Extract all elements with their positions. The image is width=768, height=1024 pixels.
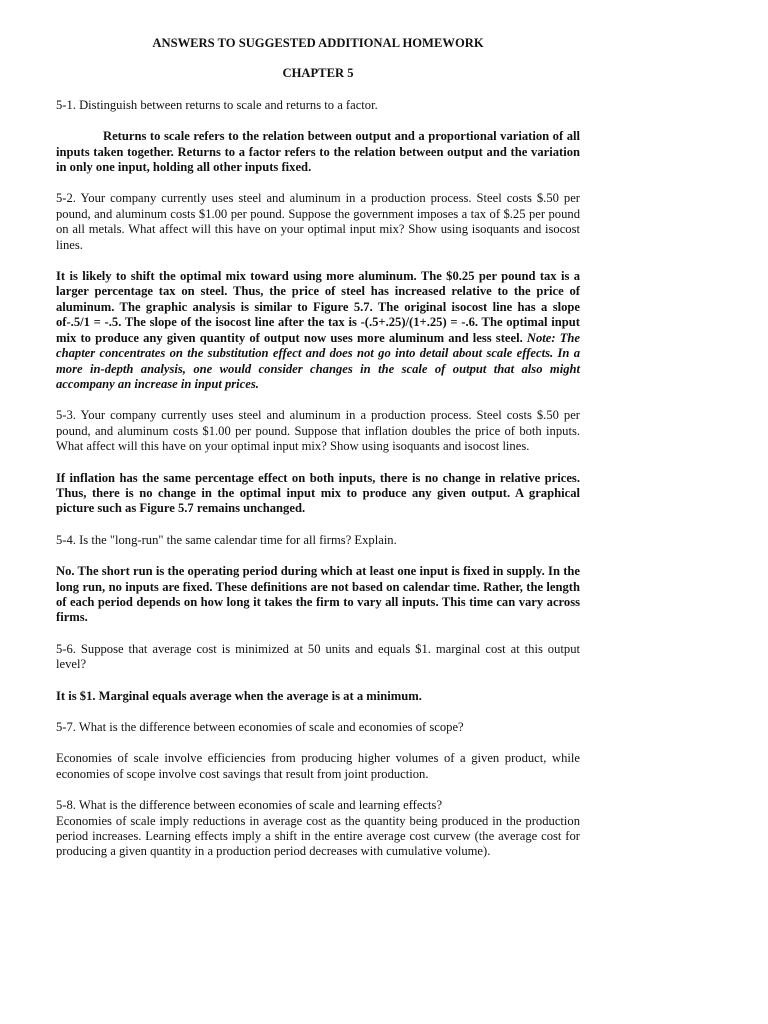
answer-5-2-note: Note: The chapter concentrates on the substitution effect and does not go into detail about scale effects. In a more in-depth analysis, one would consider changes in the scale of output that also might accompany an increase in input prices. (56, 330, 580, 391)
question-5-8: 5-8. What is the difference between economies of scale and learning effects? (56, 798, 443, 813)
question-5-4: 5-4. Is the "long-run" the same calendar time for all firms? Explain. (56, 532, 397, 547)
answer-5-1: Returns to scale refers to the relation between output and a proportional variation of all inputs taken together. Returns to a factor refers to the relation between output and the variation in only one input, holding all other inputs fixed. (56, 129, 580, 175)
question-5-6: 5-6. Suppose that average cost is minimized at 50 units and equals $1. marginal cost at this output level? (56, 641, 580, 672)
answer-5-2-text: It is likely to shift the optimal mix toward using more aluminum. The $0.25 per pound tax is a larger percentage tax on steel. Thus, the price of steel has increased relative to the price of aluminum. The graphic analysis is similar to Figure 5.7. The original isocost line has a slope of-.5/1 = -.5. The slope of the isocost line after the tax is -(.5+.25)/(1+.25) = -.6. The optimal input mix to produce any given quantity of output now uses more aluminum and less steel. (56, 269, 580, 345)
answer-5-8: Economies of scale imply reductions in average cost as the quantity being produced in the production period increases. Learning effects imply a shift in the entire average cost curvew (the average cost for producing a given quantity in a production period decreases with cumulative volume). (56, 813, 580, 859)
question-5-7: 5-7. What is the difference between economies of scale and economies of scope? (56, 720, 464, 734)
document-title: ANSWERS TO SUGGESTED ADDITIONAL HOMEWORK (152, 36, 484, 50)
answer-5-6: It is $1. Marginal equals average when the average is at a minimum. (56, 688, 422, 703)
question-5-1: 5-1. Distinguish between returns to scale and returns to a factor. (56, 97, 378, 112)
question-5-2: 5-2. Your company currently uses steel and aluminum in a production process. Steel costs $.50 per pound, and aluminum costs $1.00 per pound. Suppose the government imposes a tax of $.25 per pound on all metals. What affect will this have on your optimal input mix? Show using isoquants and isocost lines. (56, 191, 580, 252)
answer-5-4: No. The short run is the operating period during which at least one input is fixed in supply. In the long run, no inputs are fixed. These definitions are not based on calendar time. Rather, the length of each period depends on how long it takes the firm to vary all inputs. This time can vary across firms. (56, 564, 580, 625)
answer-5-7: Economies of scale involve efficiencies from producing higher volumes of a given product, while economies of scope involve cost savings that result from joint production. (56, 751, 580, 781)
document-page (56, 36, 580, 860)
answer-5-2 (56, 269, 580, 392)
question-5-3: 5-3. Your company currently uses steel and aluminum in a production process. Steel costs $.50 per pound, and aluminum costs $1.00 per pound. Suppose that inflation doubles the price of both inputs. What affect will this have on your optimal input mix? Show using isoquants and isocost lines. (56, 408, 580, 454)
answer-5-3: If inflation has the same percentage effect on both inputs, there is no change in relative prices. Thus, there is no change in the optimal input mix to produce any given output. A graphical picture such as Figure 5.7 remains unchanged. (56, 470, 580, 516)
chapter-heading: CHAPTER 5 (282, 66, 354, 81)
